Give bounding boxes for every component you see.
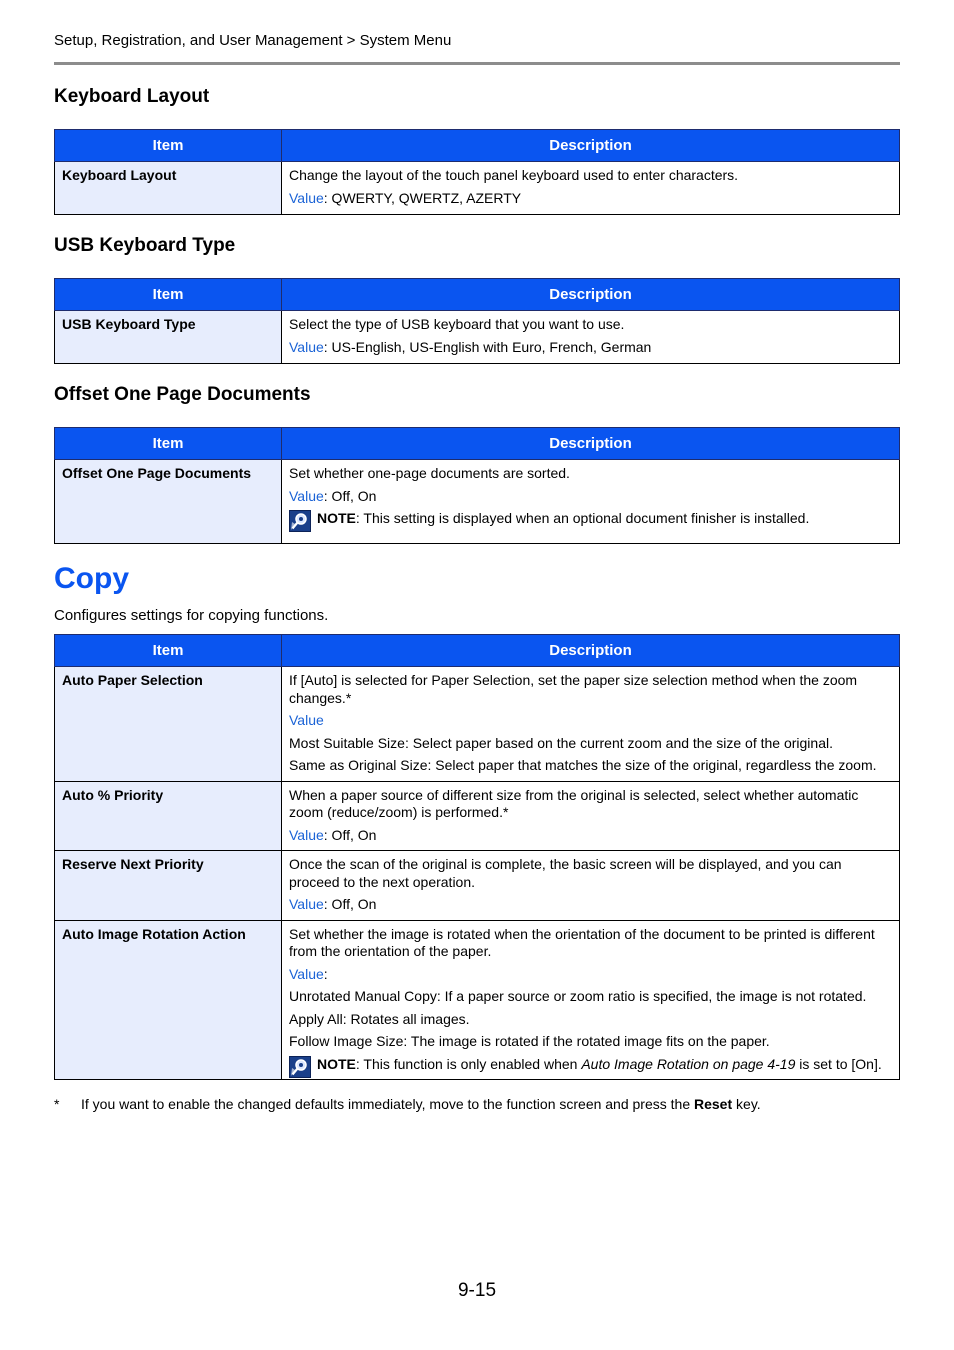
section-title-keyboard-layout: Keyboard Layout: [54, 86, 210, 107]
description-text: Change the layout of the touch panel keyboard used to enter characters.: [289, 167, 739, 183]
option-text: Apply All: Rotates all images.: [289, 1010, 470, 1027]
footnote-text-end: key.: [732, 1096, 761, 1112]
column-header-item: Item: [55, 428, 282, 460]
value-label: Value: [289, 826, 324, 843]
reset-key-label: Reset: [694, 1096, 733, 1112]
description-cell: [282, 851, 900, 921]
value-label: Value: [289, 487, 324, 504]
item-cell: Auto Paper Selection: [55, 667, 282, 782]
table-row: [55, 311, 900, 364]
section-title-offset-one-page: Offset One Page Documents: [54, 384, 311, 405]
note-label: NOTE: [317, 1055, 356, 1072]
description-text: If [Auto] is selected for Paper Selection, set the paper size selection method when the zoom changes.*: [289, 672, 858, 706]
usb-keyboard-table: [54, 278, 900, 364]
table-row: [55, 460, 900, 544]
option-text: Most Suitable Size: Select paper based on the current zoom and the size of the original.: [289, 734, 833, 751]
page-title: Copy: [54, 562, 129, 595]
option-text: Same as Original Size: Select paper that matches the size of the original, regardless the zoom.: [289, 757, 877, 773]
description-cell: [282, 667, 900, 782]
value-label: Value: [289, 338, 324, 355]
column-header-description: Description: [282, 279, 900, 311]
note-magnifier-icon: [289, 510, 311, 532]
value-text: : Off, On: [323, 896, 377, 912]
description-cell: [282, 920, 900, 1080]
description-cell: [282, 162, 900, 215]
description-text: Select the type of USB keyboard that you want to use.: [289, 316, 625, 332]
item-cell: Auto % Priority: [55, 781, 282, 851]
value-line: [289, 966, 892, 984]
item-cell: Offset One Page Documents: [55, 460, 282, 544]
value-text: : Off, On: [323, 487, 377, 504]
value-text: :: [323, 965, 328, 982]
description-cell: [282, 311, 900, 364]
value-label: Value: [289, 965, 324, 982]
value-line: [289, 339, 892, 357]
footnote-text-line: [81, 1096, 881, 1112]
note: [289, 1056, 892, 1074]
value-label: Value: [289, 712, 324, 728]
note-label: NOTE: [317, 510, 356, 526]
breadcrumb: Setup, Registration, and User Management > System Menu: [54, 32, 452, 49]
table-row: [55, 781, 900, 851]
note-magnifier-icon: [289, 1056, 311, 1078]
column-header-item: Item: [55, 635, 282, 667]
value-text: : US-English, US-English with Euro, French, German: [323, 338, 652, 355]
table-row: [55, 162, 900, 215]
value-label: Value: [289, 189, 324, 206]
value-line: [289, 488, 892, 506]
option-text: Unrotated Manual Copy: If a paper source or zoom ratio is specified, the image is not rotated.: [289, 988, 867, 1004]
column-header-item: Item: [55, 130, 282, 162]
copy-description: Configures settings for copying functions.: [54, 607, 329, 624]
note: [289, 510, 892, 528]
page-number: 9-15: [457, 1280, 497, 1301]
value-line: [289, 896, 892, 914]
cross-reference-link[interactable]: Auto Image Rotation on page 4-19: [581, 1055, 796, 1072]
description-text: When a paper source of different size from the original is selected, select whether automatic zoom (reduce/zoom) is performed.*: [289, 786, 859, 820]
footnote-marker: *: [54, 1096, 60, 1112]
table-row: [55, 851, 900, 921]
note-text: : This setting is displayed when an optional document finisher is installed.: [355, 510, 810, 526]
table-row: [55, 920, 900, 1080]
description-cell: [282, 460, 900, 544]
section-title-usb-keyboard-type: USB Keyboard Type: [54, 235, 236, 256]
column-header-description: Description: [282, 130, 900, 162]
description-text: Set whether one-page documents are sorted.: [289, 465, 570, 481]
value-text: : Off, On: [323, 826, 377, 843]
keyboard-layout-table: [54, 129, 900, 215]
value-line: [289, 827, 892, 845]
offset-one-page-table: [54, 427, 900, 544]
value-text: : QWERTY, QWERTZ, AZERTY: [323, 189, 522, 206]
header-divider: [54, 62, 900, 65]
item-cell: Reserve Next Priority: [55, 851, 282, 921]
column-header-description: Description: [282, 635, 900, 667]
note-text-end: is set to [On].: [795, 1055, 882, 1072]
value-label: Value: [289, 896, 324, 912]
table-row: [55, 667, 900, 782]
copy-settings-table: [54, 634, 900, 1080]
value-line: [289, 190, 892, 208]
item-cell: USB Keyboard Type: [55, 311, 282, 364]
footnote-text: If you want to enable the changed defaults immediately, move to the function screen and press the: [81, 1096, 694, 1112]
column-header-item: Item: [55, 279, 282, 311]
note-text: : This function is only enabled when: [355, 1055, 582, 1072]
item-cell: Keyboard Layout: [55, 162, 282, 215]
value-line: [289, 712, 892, 730]
description-text: Set whether the image is rotated when the orientation of the document to be printed is different from the orientation of the paper.: [289, 925, 875, 959]
description-text: Once the scan of the original is complete, the basic screen will be displayed, and you can proceed to the next operation.: [289, 856, 842, 890]
description-cell: [282, 781, 900, 851]
item-cell: Auto Image Rotation Action: [55, 920, 282, 1080]
option-text: Follow Image Size: The image is rotated if the rotated image fits on the paper.: [289, 1033, 770, 1049]
column-header-description: Description: [282, 428, 900, 460]
